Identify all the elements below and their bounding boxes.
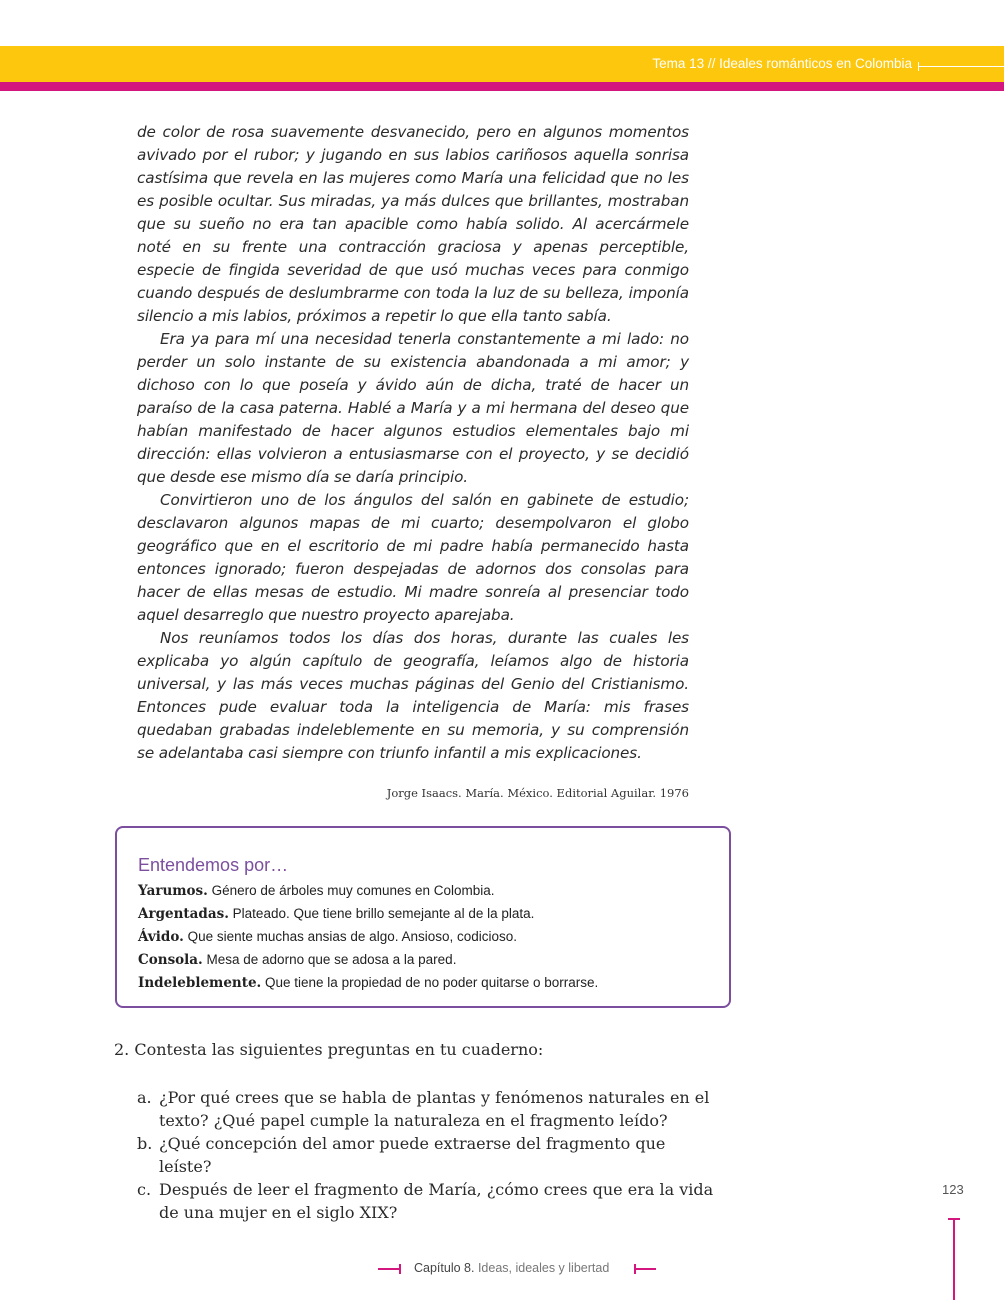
subquestion-item [137, 1086, 717, 1132]
glossary-list [138, 880, 598, 995]
subquestion-letter: a. [137, 1088, 152, 1107]
glossary-item [138, 880, 598, 903]
glossary-definition: Plateado. Que tiene brillo semejante al de la plata. [232, 906, 535, 921]
header-stripe [0, 82, 1004, 91]
glossary-item [138, 926, 598, 949]
subquestion-item [137, 1178, 717, 1224]
footer-chapter-name: Ideas, ideales y libertad [477, 1261, 610, 1275]
glossary-definition: Que tiene la propiedad de no poder quitarse o borrarse. [265, 975, 599, 990]
reading-paragraph: de color de rosa suavemente desvanecido, pero en algunos momentos avivado por el rubor; y jugando en sus labios cariñosos aquella sonrisa castísima que revela en las mujeres como María una felicidad que no les es posible ocultar. Sus miradas, ya más dulces que brillantes, mostraban que su sueño no era tan apacible como había solido. Al acercármele noté en su frente una contracción graciosa y apenas perceptible, especie de fingida severidad de que usó muchas veces para conmigo cuando después de deslumbrarme con toda la luz de su belleza, imponía silencio a mis labios, próximos a repetir lo que ella tanto sabía. [137, 123, 689, 325]
glossary-item [138, 949, 598, 972]
footer-left-rule [378, 1268, 400, 1270]
question-text: Contesta las siguientes preguntas en tu cuaderno: [134, 1040, 544, 1059]
header-rule [918, 66, 1004, 67]
footer-chapter-number: Capítulo 8. [414, 1261, 475, 1275]
question-number: 2. [114, 1040, 130, 1059]
glossary-title: Entendemos por… [138, 855, 289, 875]
glossary-term: Ávido. [138, 929, 184, 945]
reading-excerpt [137, 121, 689, 765]
question-prompt [114, 1040, 543, 1059]
glossary-definition: Que siente muchas ansias de algo. Ansioso, codicioso. [187, 929, 518, 944]
glossary-item [138, 972, 598, 995]
side-rule [953, 1218, 955, 1300]
subquestion-text: Después de leer el fragmento de María, ¿cómo crees que era la vida de una mujer en el siglo XIX? [159, 1180, 714, 1222]
citation: Jorge Isaacs. María. México. Editorial Aguilar. 1976 [386, 786, 689, 800]
subquestion-text: ¿Por qué crees que se habla de plantas y fenómenos naturales en el texto? ¿Qué papel cumple la naturaleza en el fragmento leído? [159, 1088, 710, 1130]
subquestion-list [137, 1086, 717, 1224]
glossary-term: Argentadas. [138, 906, 229, 922]
header-title: Tema 13 // Ideales románticos en Colombia [652, 56, 912, 71]
subquestion-text: ¿Qué concepción del amor puede extraerse del fragmento que leíste? [159, 1134, 666, 1176]
subquestion-letter: c. [137, 1180, 152, 1199]
glossary-item [138, 903, 598, 926]
page-number: 123 [942, 1182, 964, 1197]
footer-chapter [414, 1261, 609, 1275]
reading-paragraph: Convirtieron uno de los ángulos del salón en gabinete de estudio; desclavaron algunos mapas de mi cuarto; desempolvaron el globo geográfico que en el escritorio de mi padre había permanecido hasta entonces ignorado; fueron despejadas de adornos dos consolas para hacer de ellas mesas de estudio. Mi madre sonreía al presenciar todo aquel desarreglo que nuestro proyecto aparejaba. [137, 491, 689, 624]
glossary-definition: Género de árboles muy comunes en Colombia. [211, 883, 495, 898]
glossary-definition: Mesa de adorno que se adosa a la pared. [206, 952, 457, 967]
glossary-term: Consola. [138, 952, 203, 968]
glossary-term: Indeleblemente. [138, 975, 262, 991]
reading-paragraph: Nos reuníamos todos los días dos horas, durante las cuales les explicaba yo algún capítulo de geografía, leíamos algo de historia universal, y las más veces muchas páginas del Genio del Cristianismo. Entonces pude evaluar toda la inteligencia de María: mis frases quedaban grabadas indeleblemente en su memoria, y su comprensión se adelantaba casi siempre con triunfo infantil a mis explicaciones. [137, 629, 689, 762]
footer-right-rule [634, 1268, 656, 1270]
glossary-term: Yarumos. [138, 883, 208, 899]
subquestion-letter: b. [137, 1134, 153, 1153]
subquestion-item [137, 1132, 717, 1178]
footer-left-tick [399, 1264, 401, 1274]
reading-paragraph: Era ya para mí una necesidad tenerla constantemente a mi lado: no perder un solo instante de su existencia abandonada a mi amor; y dichoso con lo que poseía y ávido aún de dicha, traté de hacer un paraíso de la casa paterna. Hablé a María y a mi hermana del deseo que habían manifestado de hacer algunos estudios elementales bajo mi dirección: ellas volvieron a entusiasmarse con el proyecto, y se decidió que desde ese mismo día se daría principio. [137, 330, 689, 486]
